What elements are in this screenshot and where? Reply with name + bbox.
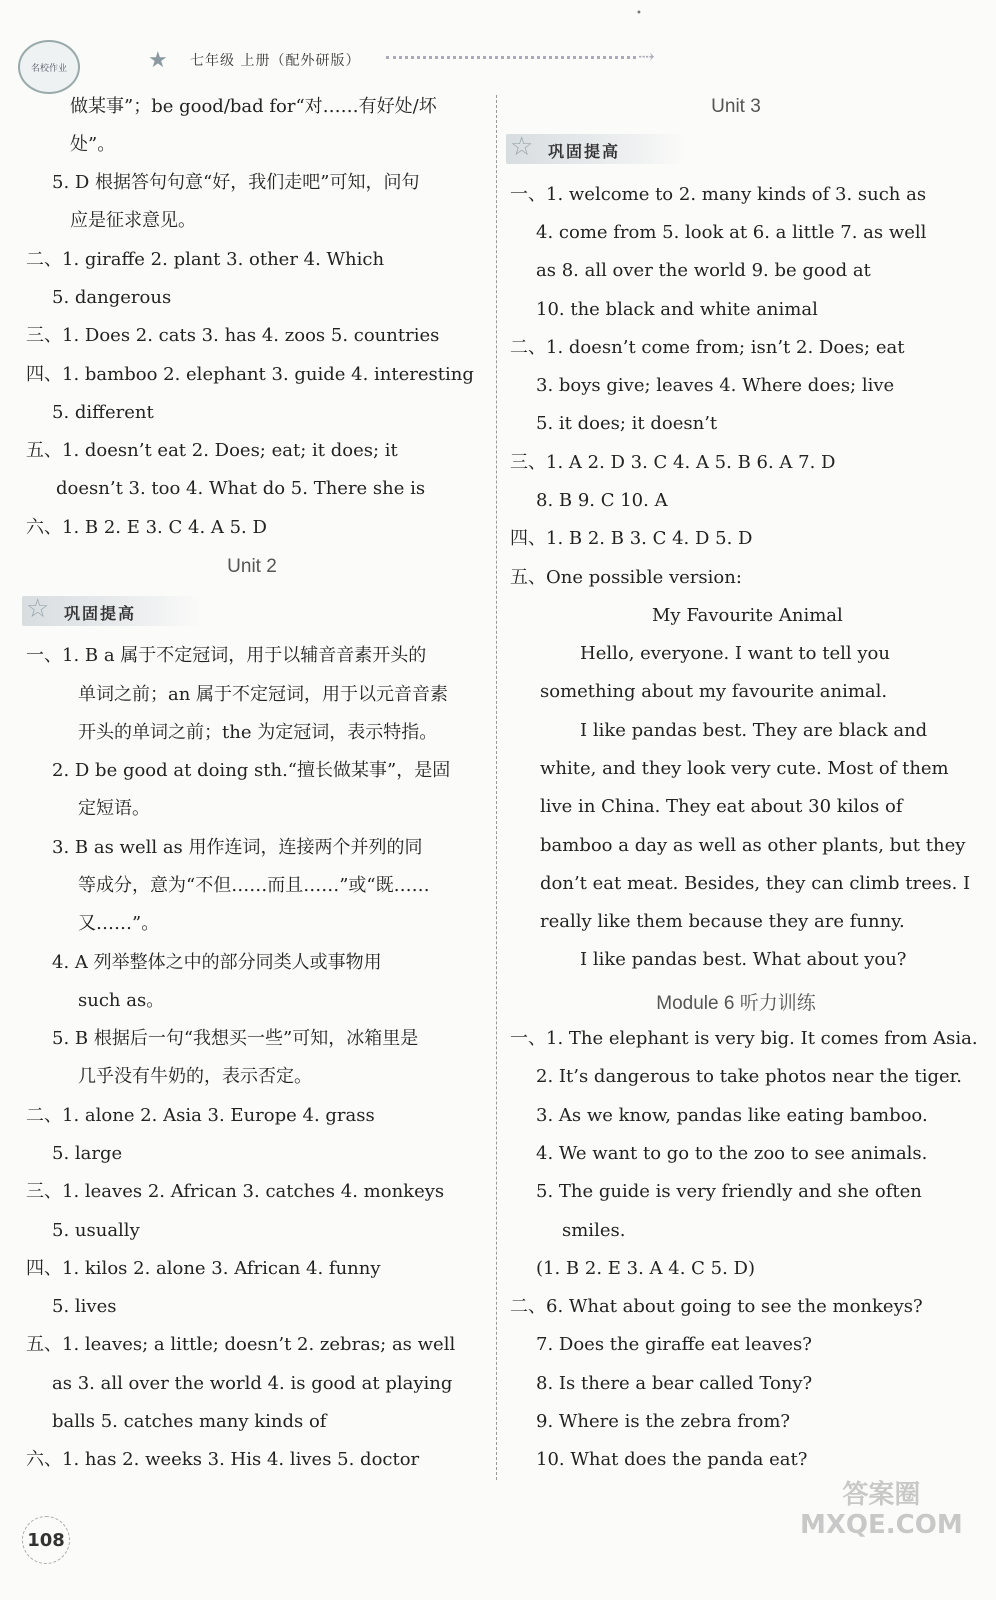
answer-line: 一、1. B a 属于不定冠词，用于以辅音音素开头的: [26, 645, 427, 666]
answer-line: as 8. all over the world 9. be good at: [536, 260, 871, 281]
answer-line: bamboo a day as well as other plants, but they: [540, 835, 966, 856]
star-icon: ☆: [510, 132, 534, 162]
answer-line: 处”。: [70, 134, 116, 155]
answer-line: 二、1. giraffe 2. plant 3. other 4. Which: [26, 249, 385, 270]
answer-line: really like them because they are funny.: [540, 911, 905, 932]
answer-line: balls 5. catches many kinds of: [52, 1411, 327, 1432]
answer-line: My Favourite Animal: [652, 605, 843, 626]
answer-line: 等成分，意为“不但……而且……”或“既……: [78, 875, 430, 896]
answer-line: as 3. all over the world 4. is good at playing: [52, 1373, 453, 1394]
star-icon: ★: [148, 48, 168, 73]
answer-line: 一、1. The elephant is very big. It comes from Asia.: [510, 1028, 978, 1049]
answer-line: 做某事”；be good/bad for“对……有好处/坏: [70, 96, 437, 117]
answer-line: 四、1. B 2. B 3. C 4. D 5. D: [510, 528, 753, 549]
answer-line: 4. A 列举整体之中的部分同类人或事物用: [52, 952, 382, 973]
answer-line: 5. The guide is very friendly and she often: [536, 1181, 922, 1202]
page-number: 108: [22, 1516, 70, 1564]
logo-badge: 名校作业: [18, 40, 80, 94]
answer-line: I like pandas best. They are black and: [580, 720, 928, 741]
watermark-line: 答案圈: [842, 1480, 921, 1510]
answer-line: 8. B 9. C 10. A: [536, 490, 668, 511]
answer-line: 5. large: [52, 1143, 123, 1164]
answer-line: 四、1. bamboo 2. elephant 3. guide 4. interesting: [26, 364, 474, 385]
answer-line: such as。: [78, 990, 165, 1011]
answer-line: (1. B 2. E 3. A 4. C 5. D): [536, 1258, 755, 1279]
answer-line: something about my favourite animal.: [540, 681, 888, 702]
section-badge: [22, 596, 202, 626]
answer-line: 三、1. A 2. D 3. C 4. A 5. B 6. A 7. D: [510, 452, 836, 473]
answer-line: 5. dangerous: [52, 287, 172, 308]
answer-line: 二、6. What about going to see the monkeys?: [510, 1296, 923, 1317]
answer-line: 2. D be good at doing sth.“擅长做某事”，是固: [52, 760, 451, 781]
answer-line: white, and they look very cute. Most of them: [540, 758, 949, 779]
answer-line: smiles.: [562, 1220, 626, 1241]
answer-line: 五、1. doesn’t eat 2. Does; eat; it does; it: [26, 440, 398, 461]
answer-line: 4. come from 5. look at 6. a little 7. as well: [536, 222, 927, 243]
answer-line: doesn’t 3. too 4. What do 5. There she is: [56, 478, 426, 499]
watermark-line: MXQE.COM: [800, 1510, 963, 1540]
answer-line: 又……”。: [78, 913, 160, 934]
unit-heading: Unit 2: [227, 556, 277, 577]
answer-line: live in China. They eat about 30 kilos of: [540, 796, 903, 817]
answer-line: 三、1. Does 2. cats 3. has 4. zoos 5. countries: [26, 325, 440, 346]
answer-line: 8. Is there a bear called Tony?: [536, 1373, 813, 1394]
answer-line: I like pandas best. What about you?: [580, 949, 907, 970]
answer-line: 7. Does the giraffe eat leaves?: [536, 1334, 812, 1355]
answer-line: 10. the black and white animal: [536, 299, 818, 320]
answer-line: 二、1. alone 2. Asia 3. Europe 4. grass: [26, 1105, 375, 1126]
answer-line: 5. it does; it doesn’t: [536, 413, 718, 434]
answer-line: 3. boys give; leaves 4. Where does; live: [536, 375, 895, 396]
column-divider: [496, 95, 497, 1480]
top-dot: •: [636, 8, 642, 19]
answer-line: 三、1. leaves 2. African 3. catches 4. monkeys: [26, 1181, 445, 1202]
answer-line: 3. As we know, pandas like eating bamboo.: [536, 1105, 928, 1126]
answer-line: 10. What does the panda eat?: [536, 1449, 808, 1470]
section-badge-label: 巩固提高: [64, 604, 137, 623]
section-badge: [506, 134, 686, 164]
answer-line: 定短语。: [78, 798, 150, 819]
answer-line: 一、1. welcome to 2. many kinds of 3. such as: [510, 184, 927, 205]
answer-line: 几乎没有牛奶的，表示否定。: [78, 1066, 312, 1087]
answer-line: 二、1. doesn’t come from; isn’t 2. Does; eat: [510, 337, 905, 358]
answer-line: 五、One possible version:: [510, 567, 742, 588]
watermark: [800, 1480, 963, 1540]
star-icon: ☆: [26, 594, 50, 624]
answer-line: 2. It’s dangerous to take photos near the tiger.: [536, 1066, 962, 1087]
answer-line: don’t eat meat. Besides, they can climb trees. I: [540, 873, 971, 894]
answer-line: 9. Where is the zebra from?: [536, 1411, 791, 1432]
answer-line: 开头的单词之前；the 为定冠词，表示特指。: [78, 722, 438, 743]
unit-heading: Unit 3: [711, 96, 761, 117]
answer-line: 4. We want to go to the zoo to see animals.: [536, 1143, 928, 1164]
answer-line: 5. different: [52, 402, 154, 423]
arrow-right-icon: ⇢: [638, 44, 655, 68]
header-dotted-line: [386, 56, 636, 59]
unit-heading: Module 6 听力训练: [656, 993, 816, 1014]
answer-line: 五、1. leaves; a little; doesn’t 2. zebras; as well: [26, 1334, 456, 1355]
answer-line: 5. D 根据答句句意“好，我们走吧”可知，问句: [52, 172, 420, 193]
answer-line: 四、1. kilos 2. alone 3. African 4. funny: [26, 1258, 381, 1279]
answer-line: Hello, everyone. I want to tell you: [580, 643, 890, 664]
answer-line: 单词之前；an 属于不定冠词，用于以元音音素: [78, 684, 449, 705]
answer-line: 应是征求意见。: [70, 210, 196, 231]
answer-line: 3. B as well as 用作连词，连接两个并列的同: [52, 837, 423, 858]
section-badge-label: 巩固提高: [548, 142, 621, 161]
answer-line: 5. B 根据后一句“我想买一些”可知，冰箱里是: [52, 1028, 419, 1049]
page-header: [18, 30, 658, 100]
answer-line: 5. lives: [52, 1296, 117, 1317]
header-title: 七年级 上册（配外研版）: [190, 53, 361, 69]
answer-line: 六、1. B 2. E 3. C 4. A 5. D: [26, 517, 267, 538]
answer-line: 六、1. has 2. weeks 3. His 4. lives 5. doctor: [26, 1449, 420, 1470]
answer-line: 5. usually: [52, 1220, 140, 1241]
